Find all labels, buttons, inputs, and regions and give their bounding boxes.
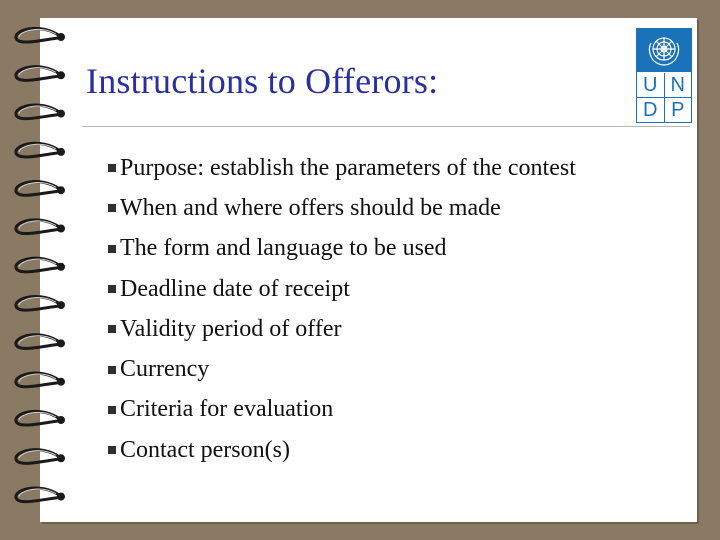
logo-letter: U (637, 73, 664, 97)
bullet-square-icon (108, 325, 116, 333)
spiral-ring (16, 450, 60, 464)
spiral-ring (16, 105, 60, 119)
binding-hole (57, 33, 65, 41)
slide-title: Instructions to Offerors: (86, 61, 439, 101)
logo-letter: P (665, 98, 692, 122)
binding-hole (57, 186, 65, 194)
binding-hole (57, 225, 65, 233)
list-item (108, 349, 576, 389)
spiral-ring (16, 488, 60, 502)
slide-page (40, 18, 697, 522)
list-item (108, 430, 576, 470)
bullet-square-icon (108, 406, 116, 414)
list-item (108, 309, 576, 349)
binding-hole (57, 493, 65, 501)
spiral-ring (16, 335, 60, 349)
list-item (108, 188, 576, 228)
bullet-square-icon (108, 204, 116, 212)
spiral-ring (16, 258, 60, 272)
spiral-ring (16, 28, 60, 42)
spiral-ring (16, 143, 60, 157)
undp-logo (636, 28, 692, 123)
title-divider (82, 126, 690, 127)
list-item (108, 229, 576, 269)
spiral-ring (16, 296, 60, 310)
list-item-text: Criteria for evaluation (120, 396, 334, 423)
spiral-ring (16, 67, 60, 81)
bullet-square-icon (108, 164, 116, 172)
binding-hole (57, 301, 65, 309)
list-item (108, 390, 576, 430)
binding-hole (57, 454, 65, 462)
list-item-text: Purpose: establish the parameters of the contest (120, 154, 576, 181)
list-item (108, 148, 576, 188)
binding-hole (57, 416, 65, 424)
binding-hole (57, 148, 65, 156)
list-item-text: Contact person(s) (120, 436, 290, 463)
logo-letter: N (665, 73, 692, 97)
list-item-text: The form and language to be used (120, 235, 447, 262)
un-emblem-icon (637, 29, 691, 72)
binding-hole (57, 110, 65, 118)
bullet-square-icon (108, 446, 116, 454)
bullet-square-icon (108, 245, 116, 253)
spiral-ring (16, 373, 60, 387)
list-item-text: Validity period of offer (120, 315, 342, 342)
list-item (108, 269, 576, 309)
spiral-ring (16, 220, 60, 234)
binding-hole (57, 71, 65, 79)
spiral-binding (0, 0, 80, 540)
bullet-square-icon (108, 285, 116, 293)
undp-letters (637, 73, 691, 122)
list-item-text: Currency (120, 356, 210, 383)
bullet-list (108, 148, 576, 470)
spiral-ring (16, 182, 60, 196)
binding-hole (57, 339, 65, 347)
list-item-text: Deadline date of receipt (120, 275, 350, 302)
binding-hole (57, 378, 65, 386)
bullet-square-icon (108, 366, 116, 374)
spiral-ring (16, 411, 60, 425)
logo-letter: D (637, 98, 664, 122)
list-item-text: When and where offers should be made (120, 194, 501, 221)
binding-hole (57, 263, 65, 271)
